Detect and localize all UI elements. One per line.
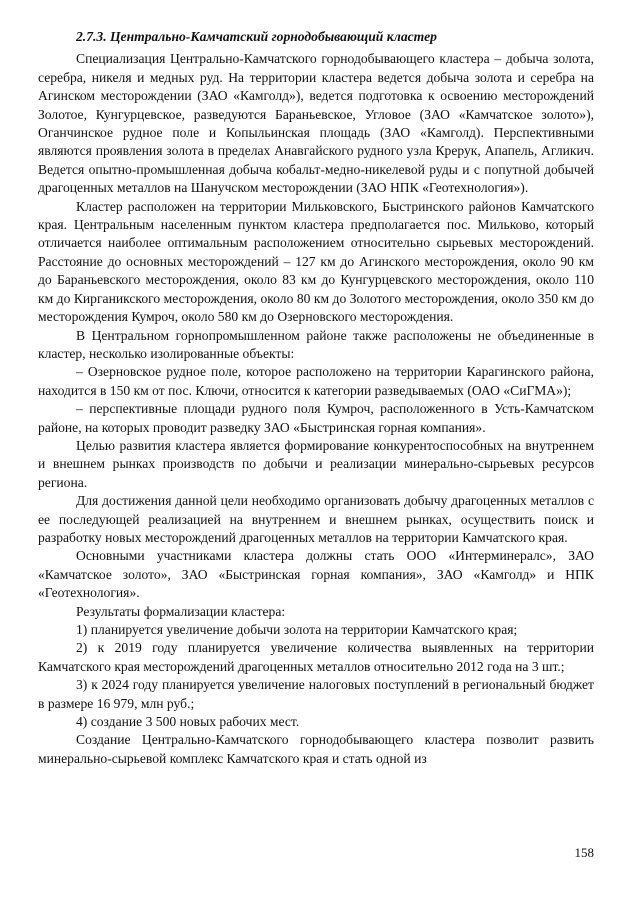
paragraph-ozernovskoe: – Озерновское рудное поле, которое расположено на территории Карагинского района, находится в 150 км от пос. Ключи, относится к категории разведываемых (ОАО «СиГМА»); bbox=[38, 364, 594, 398]
document-page bbox=[38, 28, 594, 888]
paragraph-kumroch: – перспективные площади рудного поля Кумроч, расположенного в Усть-Камчатском районе, на которых проводит разведку ЗАО «Быстринская горная компания». bbox=[38, 401, 594, 435]
paragraph-location: Кластер расположен на территории Мильковского, Быстринского районов Камчатского края. Центральным населенным пунктом кластера предполагается пос. Мильково, который отличается наиболее оптимальным расположением относительно сырьевых месторождений. Расстояние до основных месторождений – 127 км до Агинского месторождения, около 90 км до Бараньевского месторождения, около 83 км до Кунгурцевского месторождения, около 110 км до Кирганикского месторождения, около 80 км до Золотого месторождения, около 350 км до месторождения Кумроч, около 580 км до Озерновского месторождения. bbox=[38, 198, 594, 325]
page-number: 158 bbox=[574, 844, 594, 860]
list-item-result-1: 1) планируется увеличение добычи золота на территории Камчатского края; bbox=[76, 622, 518, 637]
paragraph-means: Для достижения данной цели необходимо организовать добычу драгоценных металлов с ее последующей реализацией на внутреннем и внешнем рынках, осуществить поиск и разработку новых месторождений драгоценных металлов на территории Камчатского края. bbox=[38, 493, 594, 545]
section-heading: 2.7.3. Центрально-Камчатский горнодобывающий кластер bbox=[76, 29, 437, 44]
list-item-result-4: 4) создание 3 500 новых рабочих мест. bbox=[76, 714, 300, 730]
paragraph-participants: Основными участниками кластера должны стать ООО «Интерминералс», ЗАО «Камчатское золото», ЗАО «Быстринская горная компания», ЗАО «Камголд» и НПК «Геотехнология». bbox=[38, 548, 594, 601]
paragraph-specialization: Специализация Центрально-Камчатского горнодобывающего кластера – добыча золота, серебра, никеля и медных руд. На территории кластера ведется добыча золота и серебра на Агинском месторождении (ЗАО «Камголд»), ведется подготовка к освоению месторождений Золотое, Кунгурцевское, разведуются Бараньевское, Угловое (ЗАО «Камчатское золото»), Оганчинское рудное поле и Копыльинская площадь (ЗАО «Камголд). Перспективными являются проявления золота в пределах Анавгайского рудного узла Крерук, Апапель, Агликич. Ведется опытно-промышленная добыча кобальт-медно-никелевой руды и с попутной добычей драгоценных металлов на Шанучском месторождении (ЗАО НПК «Геотехнология»). bbox=[38, 51, 594, 196]
paragraph-isolated-objects: В Центральном горнопромышленном районе также расположены не объединенные в кластер, несколько изолированные объекты: bbox=[38, 327, 594, 361]
list-item-result-3: 3) к 2024 году планируется увеличение налоговых поступлений в региональный бюджет в размере 16 979, млн руб.; bbox=[38, 677, 594, 711]
paragraph-goal: Целью развития кластера является формирование конкурентоспособных на внутреннем и внешнем рынках производств по добычи и реализации минерально-сырьевых ресурсов региона. bbox=[38, 437, 594, 490]
paragraph-conclusion: Создание Центрально-Камчатского горнодобывающего кластера позволит развить минерально-сырьевой комплекс Камчатского края и стать одной из bbox=[38, 732, 594, 766]
paragraph-results-intro: Результаты формализации кластера: bbox=[76, 603, 286, 619]
list-item-result-2: 2) к 2019 году планируется увеличение количества выявленных на территории Камчатского края месторождений драгоценных металлов относительно 2012 года на 3 шт.; bbox=[38, 640, 594, 674]
